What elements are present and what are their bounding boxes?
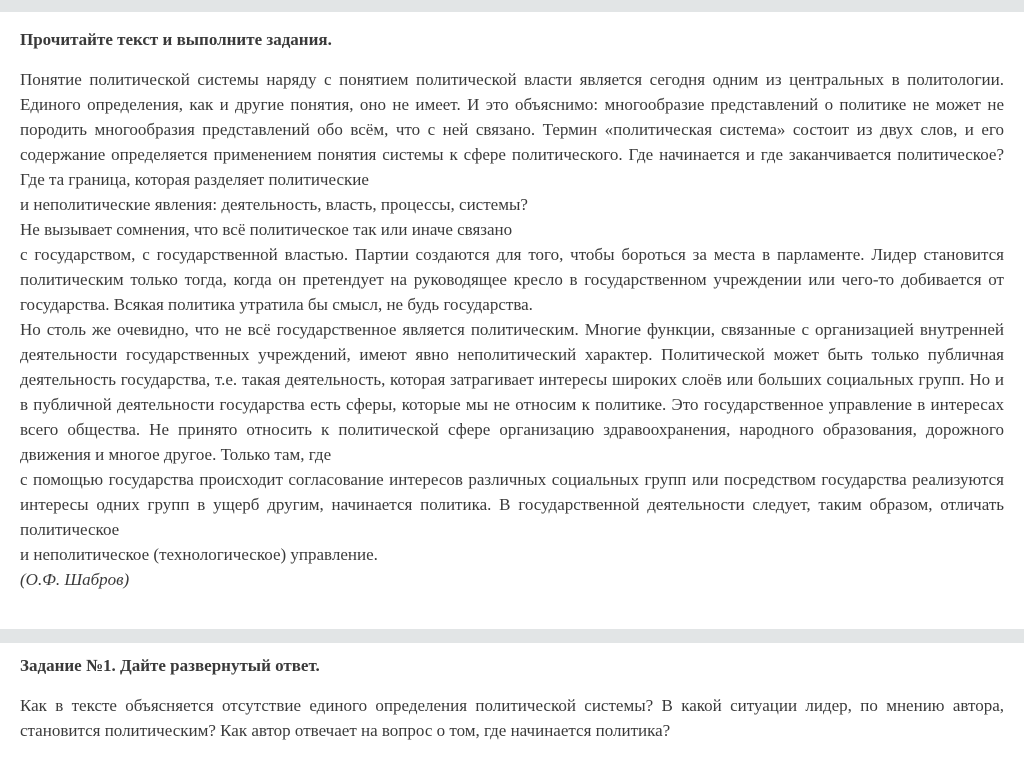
text-segment: Но столь же очевидно, что не всё государственное является политическим. Многие функции, связанные с организацией внутренней деятельности государственных учреждений, имеют явно неполитический характер. Политической может быть только публичная деятельность государства, т.е. такая деятельность, которая затрагивает интересы широких слоёв или больших социальных групп. Но и в публичной деятельности государства есть сферы, которые мы не относим к политике. Это государственное управление в интересах всего общества. Не принято относить к политической сфере организацию здравоохранения, народного образования, дорожного движения и многое другое. Только там, где [20, 320, 1004, 464]
reading-text [20, 67, 1004, 592]
text-segment: с государством, с государственной властью. Партии создаются для того, чтобы бороться за места в парламенте. Лидер становится политическим только тогда, когда он претендует на руководящее кресло в государственном учреждении или чего-то добивается от государства. Всякая политика утратила бы смысл, не будь государства. [20, 245, 1004, 314]
text-segment: и неполитические явления: деятельность, власть, процессы, системы? [20, 195, 528, 214]
text-segment: и неполитическое (технологическое) управление. [20, 545, 378, 564]
reading-instruction: Прочитайте текст и выполните задания. [20, 30, 332, 49]
text-segment: с помощью государства происходит согласование интересов различных социальных групп или посредством государства реализуются интересы одних групп в ущерб другим, начинается политика. В государственной деятельности следует, таким образом, отличать политическое [20, 470, 1004, 539]
task-title: Задание №1. Дайте развернутый ответ. [20, 656, 320, 675]
text-segment: Не вызывает сомнения, что всё политическое так или иначе связано [20, 220, 513, 239]
section-divider [0, 629, 1024, 643]
task-section [0, 655, 1024, 743]
top-bar [0, 0, 1024, 12]
author-attribution: (О.Ф. Шабров) [20, 570, 130, 589]
reading-section [0, 29, 1024, 592]
text-segment: Понятие политической системы наряду с понятием политической власти является сегодня одним из центральных в политологии. Единого определения, как и другие понятия, оно не имеет. И это объяснимо: многообразие представлений о политике не может не породить многообразия представлений обо всём, что с ней связано. Термин «политическая система» состоит из двух слов, и его содержание определяется применением понятия системы к сфере политического. Где начинается и где заканчивается политическое? Где та граница, которая разделяет политические [20, 70, 1004, 189]
task-question: Как в тексте объясняется отсутствие единого определения политической системы? В какой ситуации лидер, по мнению автора, становится политическим? Как автор отвечает на вопрос о том, где начинается политика? [20, 696, 1004, 740]
